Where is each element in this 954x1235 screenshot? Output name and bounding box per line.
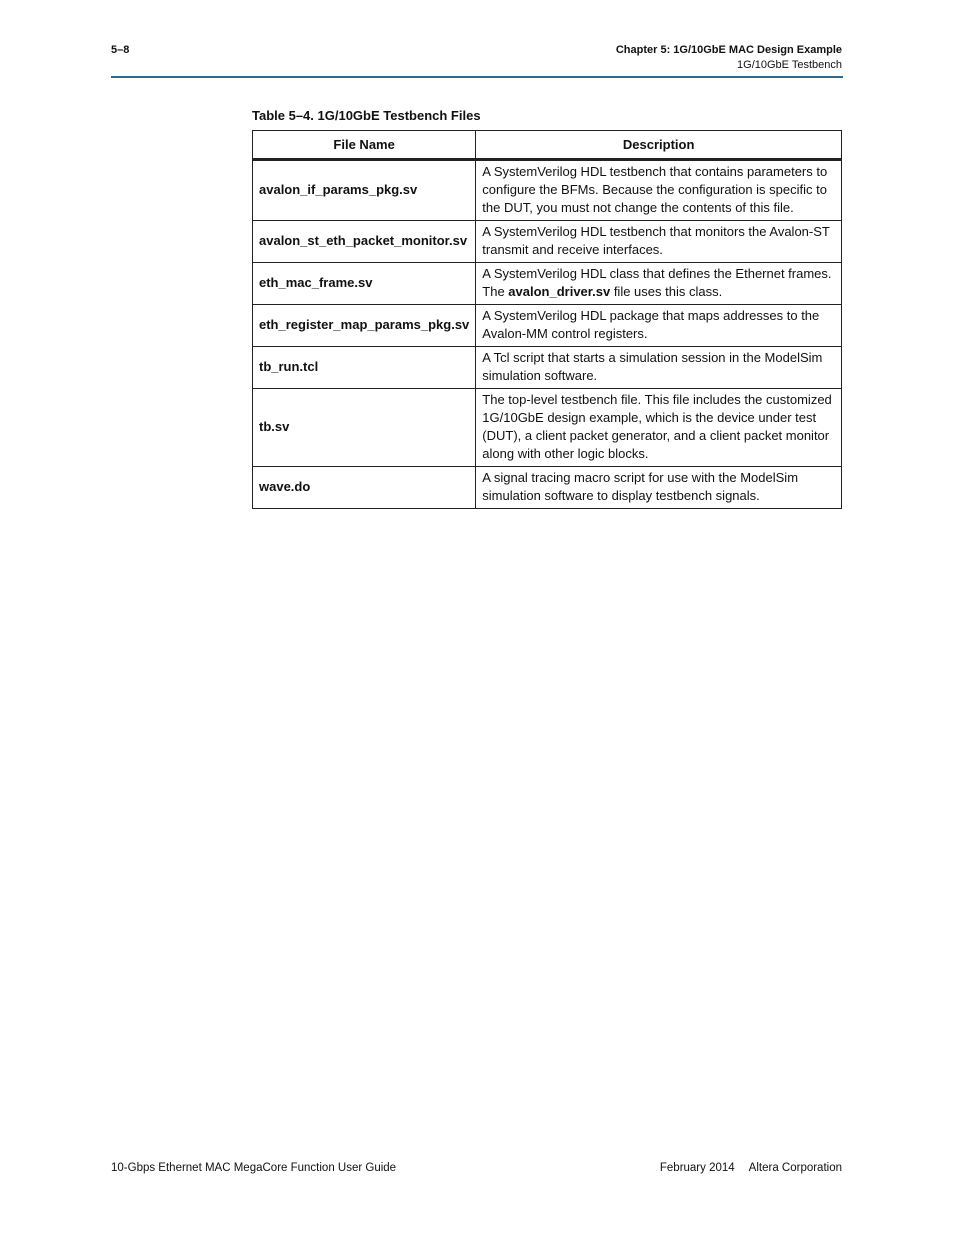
header-rule xyxy=(111,76,843,78)
file-name-cell: tb_run.tcl xyxy=(253,347,476,389)
description-cell: The top-level testbench file. This file includes the customized 1G/10GbE design example, which is the device under test (DUT), a client packet generator, and a client packet monitor along with other logic blocks. xyxy=(476,389,842,467)
footer-guide-title: 10-Gbps Ethernet MAC MegaCore Function User Guide xyxy=(111,1162,397,1174)
chapter-title: Chapter 5: 1G/10GbE MAC Design Example xyxy=(615,44,842,56)
footer-date: February 2014 xyxy=(659,1162,735,1174)
file-name-cell: tb.sv xyxy=(253,389,476,467)
description-cell: A SystemVerilog HDL testbench that monitors the Avalon-ST transmit and receive interfaces. xyxy=(476,221,842,263)
description-text: A SystemVerilog HDL class that defines the Ethernet frames. The xyxy=(482,266,832,299)
file-reference: avalon_driver.sv xyxy=(508,284,611,299)
column-header-file-name: File Name xyxy=(253,131,476,160)
footer-company: Altera Corporation xyxy=(748,1162,842,1174)
section-title: 1G/10GbE Testbench xyxy=(737,59,842,71)
table-row xyxy=(253,263,842,305)
page-number: 5–8 xyxy=(111,44,130,56)
table-caption: Table 5–4. 1G/10GbE Testbench Files xyxy=(252,108,481,123)
table-row xyxy=(253,305,842,347)
running-header xyxy=(616,43,842,73)
description-cell: A Tcl script that starts a simulation session in the ModelSim simulation software. xyxy=(476,347,842,389)
column-header-description: Description xyxy=(476,131,842,160)
table-row xyxy=(253,467,842,509)
table-row xyxy=(253,221,842,263)
file-name-cell: avalon_st_eth_packet_monitor.sv xyxy=(253,221,476,263)
footer-info xyxy=(660,1162,842,1174)
file-name-cell: eth_mac_frame.sv xyxy=(253,263,476,305)
table-header-row xyxy=(253,131,842,160)
testbench-files-table xyxy=(252,130,842,509)
file-name-cell: wave.do xyxy=(253,467,476,509)
table-row xyxy=(253,160,842,221)
description-cell: A signal tracing macro script for use with the ModelSim simulation software to display testbench signals. xyxy=(476,467,842,509)
description-cell: A SystemVerilog HDL testbench that contains parameters to configure the BFMs. Because the configuration is specific to the DUT, you must not change the contents of this file. xyxy=(476,160,842,221)
table-row xyxy=(253,347,842,389)
description-cell xyxy=(476,263,842,305)
file-name-cell: avalon_if_params_pkg.sv xyxy=(253,160,476,221)
file-name-cell: eth_register_map_params_pkg.sv xyxy=(253,305,476,347)
description-cell: A SystemVerilog HDL package that maps addresses to the Avalon-MM control registers. xyxy=(476,305,842,347)
table-row xyxy=(253,389,842,467)
description-text: file uses this class. xyxy=(610,284,723,299)
